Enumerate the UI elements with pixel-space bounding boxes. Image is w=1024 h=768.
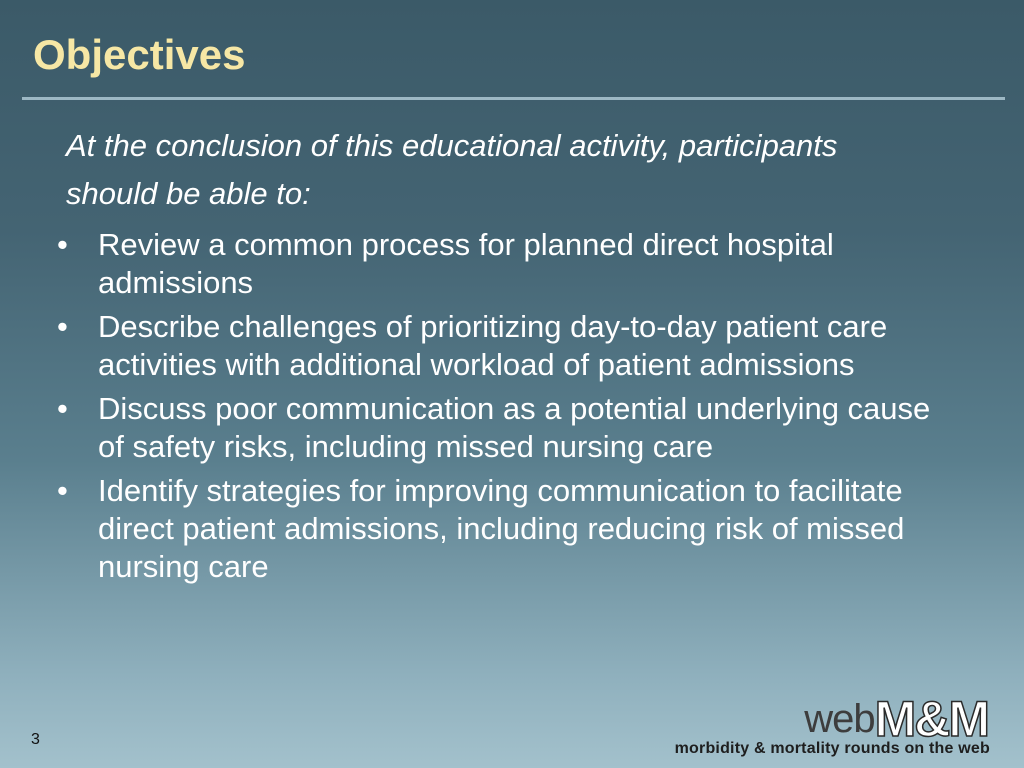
bullet-icon: • <box>57 309 68 344</box>
objective-text: Describe challenges of prioritizing day-to-day patient care activities with additional workload of patient admissions <box>98 309 888 382</box>
objective-item <box>57 308 937 384</box>
objective-text: Discuss poor communication as a potential underlying cause of safety risks, including missed nursing care <box>98 391 931 464</box>
objective-item <box>57 226 937 302</box>
page-number: 3 <box>31 731 40 748</box>
objective-item <box>57 390 937 466</box>
objective-text: Identify strategies for improving communication to facilitate direct patient admissions, including reducing risk of missed nursing care <box>98 473 905 584</box>
bullet-icon: • <box>57 227 68 262</box>
logo-web-text: web <box>804 697 875 741</box>
title-divider <box>22 97 1005 100</box>
slide-title: Objectives <box>33 31 246 78</box>
bullet-icon: • <box>57 473 68 508</box>
webmm-logo <box>650 691 1010 760</box>
objective-text: Review a common process for planned direct hospital admissions <box>98 227 834 300</box>
bullet-icon: • <box>57 391 68 426</box>
intro-text: At the conclusion of this educational activity, participants should be able to: <box>66 128 838 211</box>
objective-item <box>57 472 937 586</box>
logo-wordmark <box>804 691 988 747</box>
objectives-list <box>57 226 937 592</box>
logo-mm-text: M&M <box>874 691 988 747</box>
logo-tagline: morbidity & mortality rounds on the web <box>674 740 990 757</box>
